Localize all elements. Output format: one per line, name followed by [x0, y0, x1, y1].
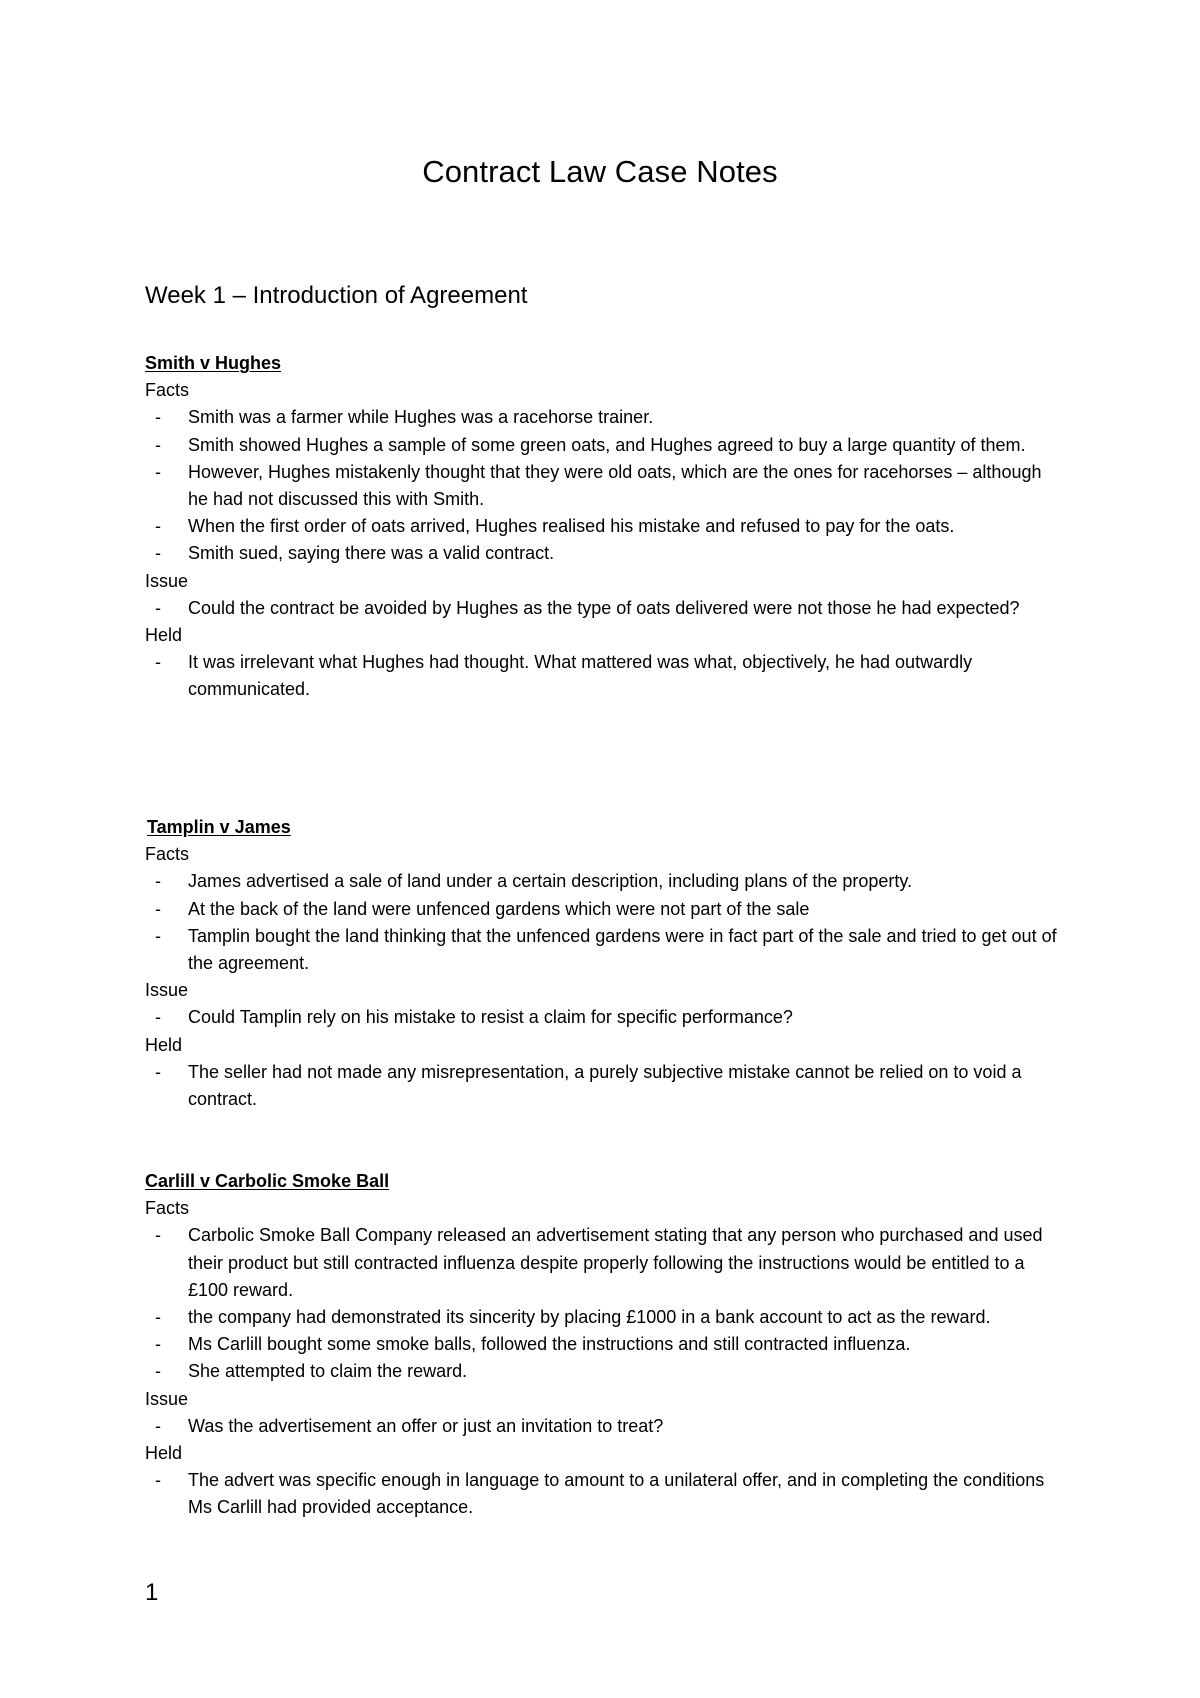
section-label-held: Held [145, 625, 183, 646]
list-item: - James advertised a sale of land under a certain description, including plans of the property. [145, 868, 1065, 895]
list-item: - Carbolic Smoke Ball Company released an advertisement stating that any person who purchased and used their product but still contracted influenza despite properly following the instructions would be entitled to a £100 reward. [145, 1222, 1065, 1304]
section-label-facts: Facts [145, 380, 190, 401]
section-label-issue: Issue [145, 570, 189, 591]
list-item: - Smith showed Hughes a sample of some green oats, and Hughes agreed to buy a large quantity of them. [145, 432, 1065, 459]
section-label-facts: Facts [145, 1198, 190, 1219]
case-title: Tamplin v James [147, 817, 291, 837]
page-number: 1 [145, 1579, 159, 1606]
list-item: - When the first order of oats arrived, Hughes realised his mistake and refused to pay for the oats. [145, 513, 1065, 540]
held-list [145, 1467, 1065, 1521]
facts-list [145, 868, 1065, 977]
section-label-held: Held [145, 1034, 183, 1055]
section-label-facts: Facts [145, 844, 190, 865]
held-list [145, 1059, 1065, 1113]
case-smith-v-hughes [145, 350, 1065, 704]
list-item: - Could the contract be avoided by Hughes as the type of oats delivered were not those he had expected? [145, 595, 1065, 622]
issue-list [145, 1004, 1065, 1031]
list-item: - She attempted to claim the reward. [145, 1358, 1065, 1385]
section-label-issue: Issue [145, 1388, 189, 1409]
case-title: Carlill v Carbolic Smoke Ball [145, 1171, 390, 1191]
list-item: - The seller had not made any misrepresentation, a purely subjective mistake cannot be relied on to void a contract. [145, 1059, 1065, 1113]
week-heading: Week 1 – Introduction of Agreement [145, 282, 528, 309]
section-label-issue: Issue [145, 980, 189, 1001]
held-list [145, 649, 1065, 703]
facts-list [145, 1222, 1065, 1385]
list-item: - Smith sued, saying there was a valid contract. [145, 540, 1065, 567]
issue-list [145, 1413, 1065, 1440]
list-item: - The advert was specific enough in language to amount to a unilateral offer, and in completing the conditions Ms Carlill had provided acceptance. [145, 1467, 1065, 1521]
facts-list [145, 404, 1065, 567]
list-item: - Was the advertisement an offer or just an invitation to treat? [145, 1413, 1065, 1440]
case-title: Smith v Hughes [145, 353, 282, 373]
section-label-held: Held [145, 1443, 183, 1464]
case-tamplin-v-james [145, 814, 1065, 1113]
list-item: - Tamplin bought the land thinking that the unfenced gardens were in fact part of the sale and tried to get out of the agreement. [145, 923, 1065, 977]
list-item: - Could Tamplin rely on his mistake to resist a claim for specific performance? [145, 1004, 1065, 1031]
list-item: - Ms Carlill bought some smoke balls, followed the instructions and still contracted influenza. [145, 1331, 1065, 1358]
document-title: Contract Law Case Notes [422, 154, 778, 189]
list-item: - Smith was a farmer while Hughes was a racehorse trainer. [145, 404, 1065, 431]
list-item: - the company had demonstrated its sincerity by placing £1000 in a bank account to act as the reward. [145, 1304, 1065, 1331]
case-carlill-v-carbolic-smoke-ball [145, 1168, 1065, 1522]
list-item: - However, Hughes mistakenly thought that they were old oats, which are the ones for racehorses – although he had not discussed this with Smith. [145, 459, 1065, 513]
issue-list [145, 595, 1065, 622]
list-item: - At the back of the land were unfenced gardens which were not part of the sale [145, 896, 1065, 923]
list-item: - It was irrelevant what Hughes had thought. What mattered was what, objectively, he had outwardly communicated. [145, 649, 1065, 703]
